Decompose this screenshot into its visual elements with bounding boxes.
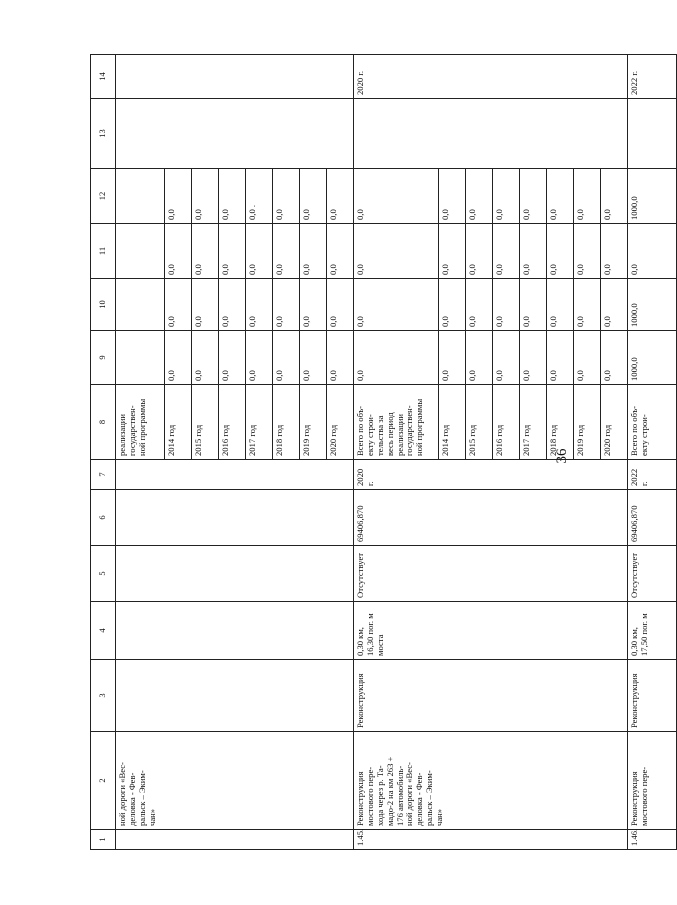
cell-amount: 1000,0 [628,331,677,385]
cell-amount: 0,0 [574,279,601,331]
cell-amount: 0,0 [439,224,466,279]
col-number: 1 [91,830,116,850]
cell-amount: 0,0 [466,279,493,331]
cell-amount: 0,0 [520,279,547,331]
cell-amount: 0,0 [300,224,327,279]
cell-amount: 0,0 [574,169,601,224]
cell-amount: 0,0 [574,224,601,279]
cell-val [116,169,165,224]
cell-amount: 0,0 [192,169,219,224]
cell-amount: 0,0 [165,224,192,279]
cell-note [628,99,677,169]
cell-amount: 0,0 [601,224,628,279]
cell-amount: 0,0 [219,224,246,279]
continuation-row [116,55,165,850]
construction-table [90,54,677,850]
cell-docs: Отсутствует [628,546,677,602]
cell-amount: 0,0 [273,279,300,331]
cell-amount: 0,0 [273,331,300,385]
cell-amount: 0,0 [354,169,439,224]
cell-amount: 0,0 [273,224,300,279]
cell-docs [116,546,354,602]
cell-amount: 0,0 [466,224,493,279]
col-number: 4 [91,602,116,660]
col-number: 7 [91,460,116,490]
cell-amount: 1000,0 [628,169,677,224]
cell-amount: 0,0 [520,224,547,279]
page-number: 36 [554,448,570,464]
cell-year-label: 2017 год [520,385,547,460]
cell-year-label: 2018 год [547,385,574,460]
cell-amount: 0,0 [300,279,327,331]
cell-year-label: 2015 год [192,385,219,460]
cell-year-label: 2014 год [439,385,466,460]
cell-amount: 0,0 [354,224,439,279]
cell-num: 1.45. [354,830,628,850]
cell-year-label: 2020 год [601,385,628,460]
cell-note [116,99,354,169]
object-row [354,55,439,850]
cell-amount: 0,0 [547,279,574,331]
cell-amount: 0,0 [601,279,628,331]
cell-year [116,460,354,490]
cell-val [116,331,165,385]
col-number: 2 [91,732,116,830]
cell-cost: 69406,870 [628,490,677,546]
cell-amount: 0,0 [327,331,354,385]
cell-year-label: 2016 год [493,385,520,460]
cell-amount: 0,0 [246,279,273,331]
cell-capacity: 0,30 км, 17,50 пог. м [628,602,677,660]
col-number: 3 [91,660,116,732]
cell-cost [116,490,354,546]
cell-amount: 0,0 [165,169,192,224]
cell-amount: 0,0 [354,331,439,385]
col-number: 14 [91,55,116,99]
cell-amount: 0,0 [219,279,246,331]
cell-amount: 0,0 [246,331,273,385]
cell-capacity: 0,30 км, 16,30 пог. м моста [354,602,628,660]
cell-amount: 0,0 [493,279,520,331]
cell-object-name: Реконструкция мостового пере- хода через р. Та- мадо-2 на км 263 + 176 автомобиль- ной дороги «Вес- деловка - Фев- ральск – Эким- чан» [354,732,628,830]
cell-type: Реконструкция [628,660,677,732]
cell-amount: 0,0 [219,331,246,385]
cell-amount: 0,0 [300,331,327,385]
cell-amount: 0,0 [327,169,354,224]
cell-amount: 0,0 [327,279,354,331]
cell-amount: 0,0 [165,331,192,385]
cell-amount: 0,0 [493,224,520,279]
cell-amount: 0,0 [628,224,677,279]
cell-val [116,224,165,279]
col-number: 9 [91,331,116,385]
cell-amount: 0,0 [574,331,601,385]
cell-year-label: 2019 год [300,385,327,460]
cell-amount: 0,0 [520,169,547,224]
col-number: 11 [91,224,116,279]
cell-amount: 0,0 [439,169,466,224]
cell-amount: 0,0 [300,169,327,224]
cell-amount: 0,0 [439,279,466,331]
cell-type [116,660,354,732]
cell-object-name: ной дороги «Вес- деловка - Фев- ральск – Эким- чан» [116,732,354,830]
cell-amount: 0,0 [273,169,300,224]
cell-amount: 0,0 [601,169,628,224]
cell-year-label: 2015 год [466,385,493,460]
cell-amount: 0,0 [192,331,219,385]
object-row [628,55,677,850]
cell-docs: Отсутствует [354,546,628,602]
cell-amount: 0,0 [493,331,520,385]
cell-amount: 0,0 . [246,169,273,224]
cell-amount: 0,0 [547,331,574,385]
cell-completion [116,55,354,99]
cell-year: 2022 г. [628,460,677,490]
column-number-row [91,55,116,850]
cell-completion: 2022 г. [628,55,677,99]
cell-amount: 0,0 [439,331,466,385]
cell-year-label: 2016 год [219,385,246,460]
cell-year-label: 2018 год [273,385,300,460]
col-number: 5 [91,546,116,602]
cell-amount: 1000,0 [628,279,677,331]
cell-amount: 0,0 [192,279,219,331]
cell-amount: 0,0 [354,279,439,331]
col-number: 13 [91,99,116,169]
rotated-table-wrapper [90,55,649,850]
col-number: 6 [91,490,116,546]
col-number: 10 [91,279,116,331]
cell-period: реализации государствен- ной программы [116,385,165,460]
cell-year-label: 2017 год [246,385,273,460]
cell-year: 2020 г. [354,460,628,490]
cell-amount: 0,0 [520,331,547,385]
cell-amount: 0,0 [165,279,192,331]
cell-val [116,279,165,331]
cell-year-label: 2014 год [165,385,192,460]
cell-amount: 0,0 [246,224,273,279]
cell-num: 1.46. [628,830,677,850]
cell-amount: 0,0 [601,331,628,385]
cell-amount: 0,0 [493,169,520,224]
cell-type: Реконструкция [354,660,628,732]
cell-object-name: Реконструкция мостового пере- [628,732,677,830]
cell-amount: 0,0 [547,169,574,224]
cell-amount: 0,0 [327,224,354,279]
cell-amount: 0,0 [466,331,493,385]
cell-capacity [116,602,354,660]
cell-completion: 2020 г. [354,55,628,99]
cell-num [116,830,354,850]
cell-cost: 69406,870 [354,490,628,546]
cell-amount: 0,0 [192,224,219,279]
col-number: 12 [91,169,116,224]
cell-amount: 0,0 [466,169,493,224]
cell-note [354,99,628,169]
cell-period: Всего по объ- екту строи- тельства за весь период реализации государствен- ной программы [354,385,439,460]
col-number: 8 [91,385,116,460]
cell-year-label: 2020 год [327,385,354,460]
cell-amount: 0,0 [219,169,246,224]
cell-period: Всего по объ- екту строи- [628,385,677,460]
cell-year-label: 2019 год [574,385,601,460]
cell-amount: 0,0 [547,224,574,279]
